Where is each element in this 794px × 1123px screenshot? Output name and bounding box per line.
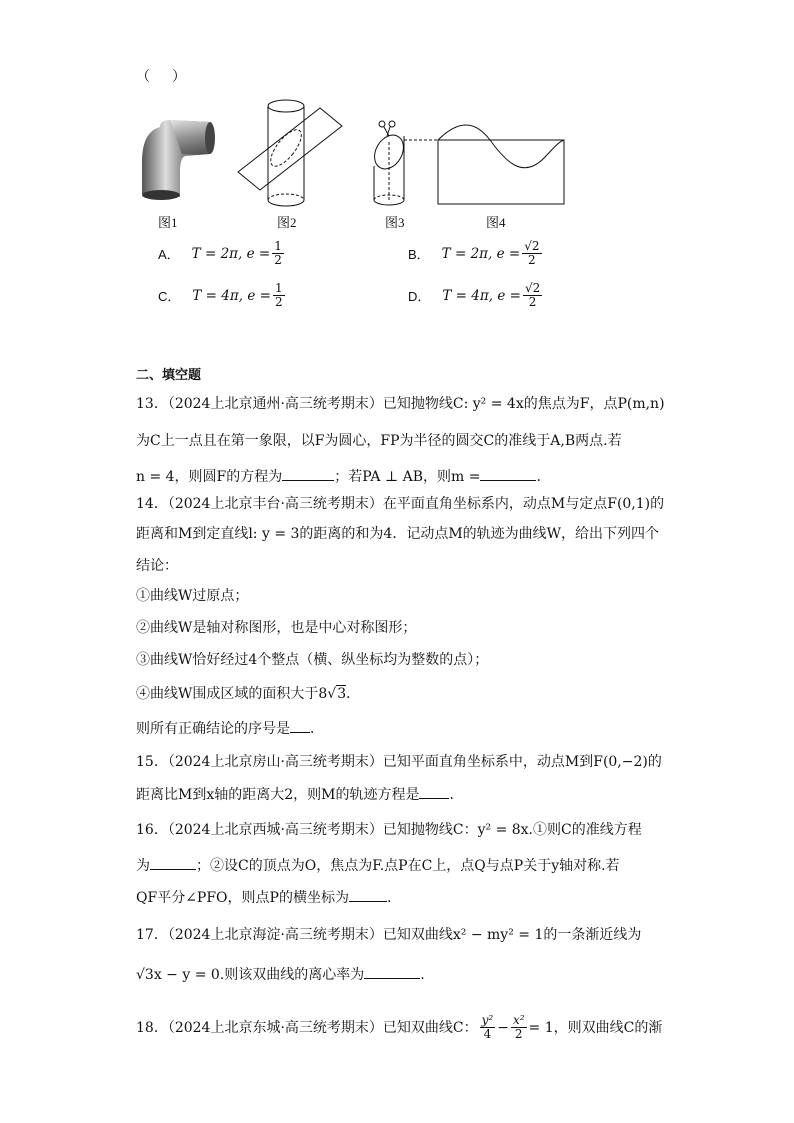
q16-line3: QF平分∠PFO，则点P的横坐标为 . <box>136 887 391 908</box>
q14-line1: 14．（2024上北京丰台·高三统考期末）在平面直角坐标系内，动点M与定点F(0,1)的 <box>136 496 665 512</box>
answer-blank[interactable] <box>364 964 420 979</box>
answer-paren: （ ） <box>136 69 190 85</box>
figure3-caption: 图3 <box>385 215 405 230</box>
q14-conclusion2: ②曲线W是轴对称图形，也是中心对称图形； <box>136 620 417 636</box>
q14-line2: 距离和M到定直线l: y = 3的距离的和为4．记动点M的轨迹为曲线W，给出下列四个 <box>136 526 660 542</box>
answer-blank[interactable] <box>290 718 310 733</box>
q18-line1: 18．（2024上北京东城·高三统考期末）已知双曲线C： $\frac{\text{y²}}{4}$ − $\frac{\text{x²}}{2}$ = 1，则双曲线C的渐 <box>136 1013 663 1041</box>
figure1-caption: 图1 <box>158 215 178 230</box>
figure2-cylinder-plane <box>238 100 342 206</box>
q16-line1: 16．（2024上北京西城·高三统考期末）已知抛物线C：y² = 8x.①则C的准线方程 <box>136 822 642 838</box>
answer-blank[interactable] <box>150 855 196 870</box>
scissors-icon <box>379 121 395 136</box>
answer-blank[interactable] <box>419 784 449 799</box>
answer-blank[interactable] <box>480 466 536 481</box>
q15-line1: 15．（2024上北京房山·高三统考期末）已知平面直角坐标系中，动点M到F(0,−2)的 <box>136 754 662 770</box>
q18-fraction-y: $\frac{\text{y²}}{4}$ <box>481 1013 494 1041</box>
option-a[interactable]: A． T = 2π, e = $\frac{1}{2}$ <box>158 239 282 267</box>
option-c-fraction: $\frac{1}{2}$ <box>274 281 283 309</box>
option-d-fraction: $\frac{√2}{2}$ <box>524 281 541 309</box>
q18-fraction-x: $\frac{\text{x²}}{2}$ <box>512 1013 525 1041</box>
q14-conclusion4: ④曲线W围成区域的面积大于8√3． <box>136 686 361 702</box>
figure2-caption: 图2 <box>277 215 297 230</box>
q17-line2: √3x − y = 0.则该双曲线的离心率为 . <box>136 964 425 985</box>
option-c[interactable]: C． T = 4π, e = $\frac{1}{2}$ <box>158 281 283 309</box>
q13-line1: 13．（2024上北京通州·高三统考期末）已知抛物线C: y² = 4x的焦点为F，点P(m,n) <box>136 396 665 412</box>
q16-line2: 为 ；②设C的顶点为O，焦点为F.点P在C上，点Q与点P关于y轴对称.若 <box>136 855 620 876</box>
answer-blank[interactable] <box>282 466 334 481</box>
q13-line2: 为C上一点且在第一象限，以F为圆心，FP为半径的圆交C的准线于A,B两点.若 <box>136 433 622 449</box>
q14-conclusion3: ③曲线W恰好经过4个整点（横、纵坐标均为整数的点）； <box>136 652 489 668</box>
q14-conclusion1: ①曲线W过原点； <box>136 588 249 604</box>
q17-line1: 17．（2024上北京海淀·高三统考期末）已知双曲线x² − my² = 1的一条渐近线为 <box>136 927 642 943</box>
q15-line2: 距离比M到x轴的距离大2，则M的轨迹方程是 . <box>136 784 454 805</box>
figure4-sine-unrolled <box>438 125 564 204</box>
figures-row <box>130 92 570 212</box>
answer-blank[interactable] <box>349 887 387 902</box>
q14-line4: 则所有正确结论的序号是 ． <box>136 718 324 739</box>
sqrt-symbol: √ <box>327 686 337 702</box>
sqrt-symbol: √ <box>136 967 145 983</box>
q14-line3: 结论： <box>136 558 178 574</box>
figure1-elbow-pipe <box>142 120 215 200</box>
option-b-fraction: $\frac{√2}{2}$ <box>524 239 540 267</box>
option-d[interactable]: D． T = 4π, e = $\frac{√2}{2}$ <box>408 281 541 309</box>
option-a-fraction: $\frac{1}{2}$ <box>274 239 282 267</box>
figure4-caption: 图4 <box>486 215 506 230</box>
section-title: 二、填空题 <box>136 367 202 382</box>
q13-line3: n = 4，则圆F的方程为 ；若PA ⊥ AB，则m = . <box>136 466 541 487</box>
option-b[interactable]: B． T = 2π, e = $\frac{√2}{2}$ <box>408 239 540 267</box>
figure3-cut-cylinder <box>369 121 438 205</box>
